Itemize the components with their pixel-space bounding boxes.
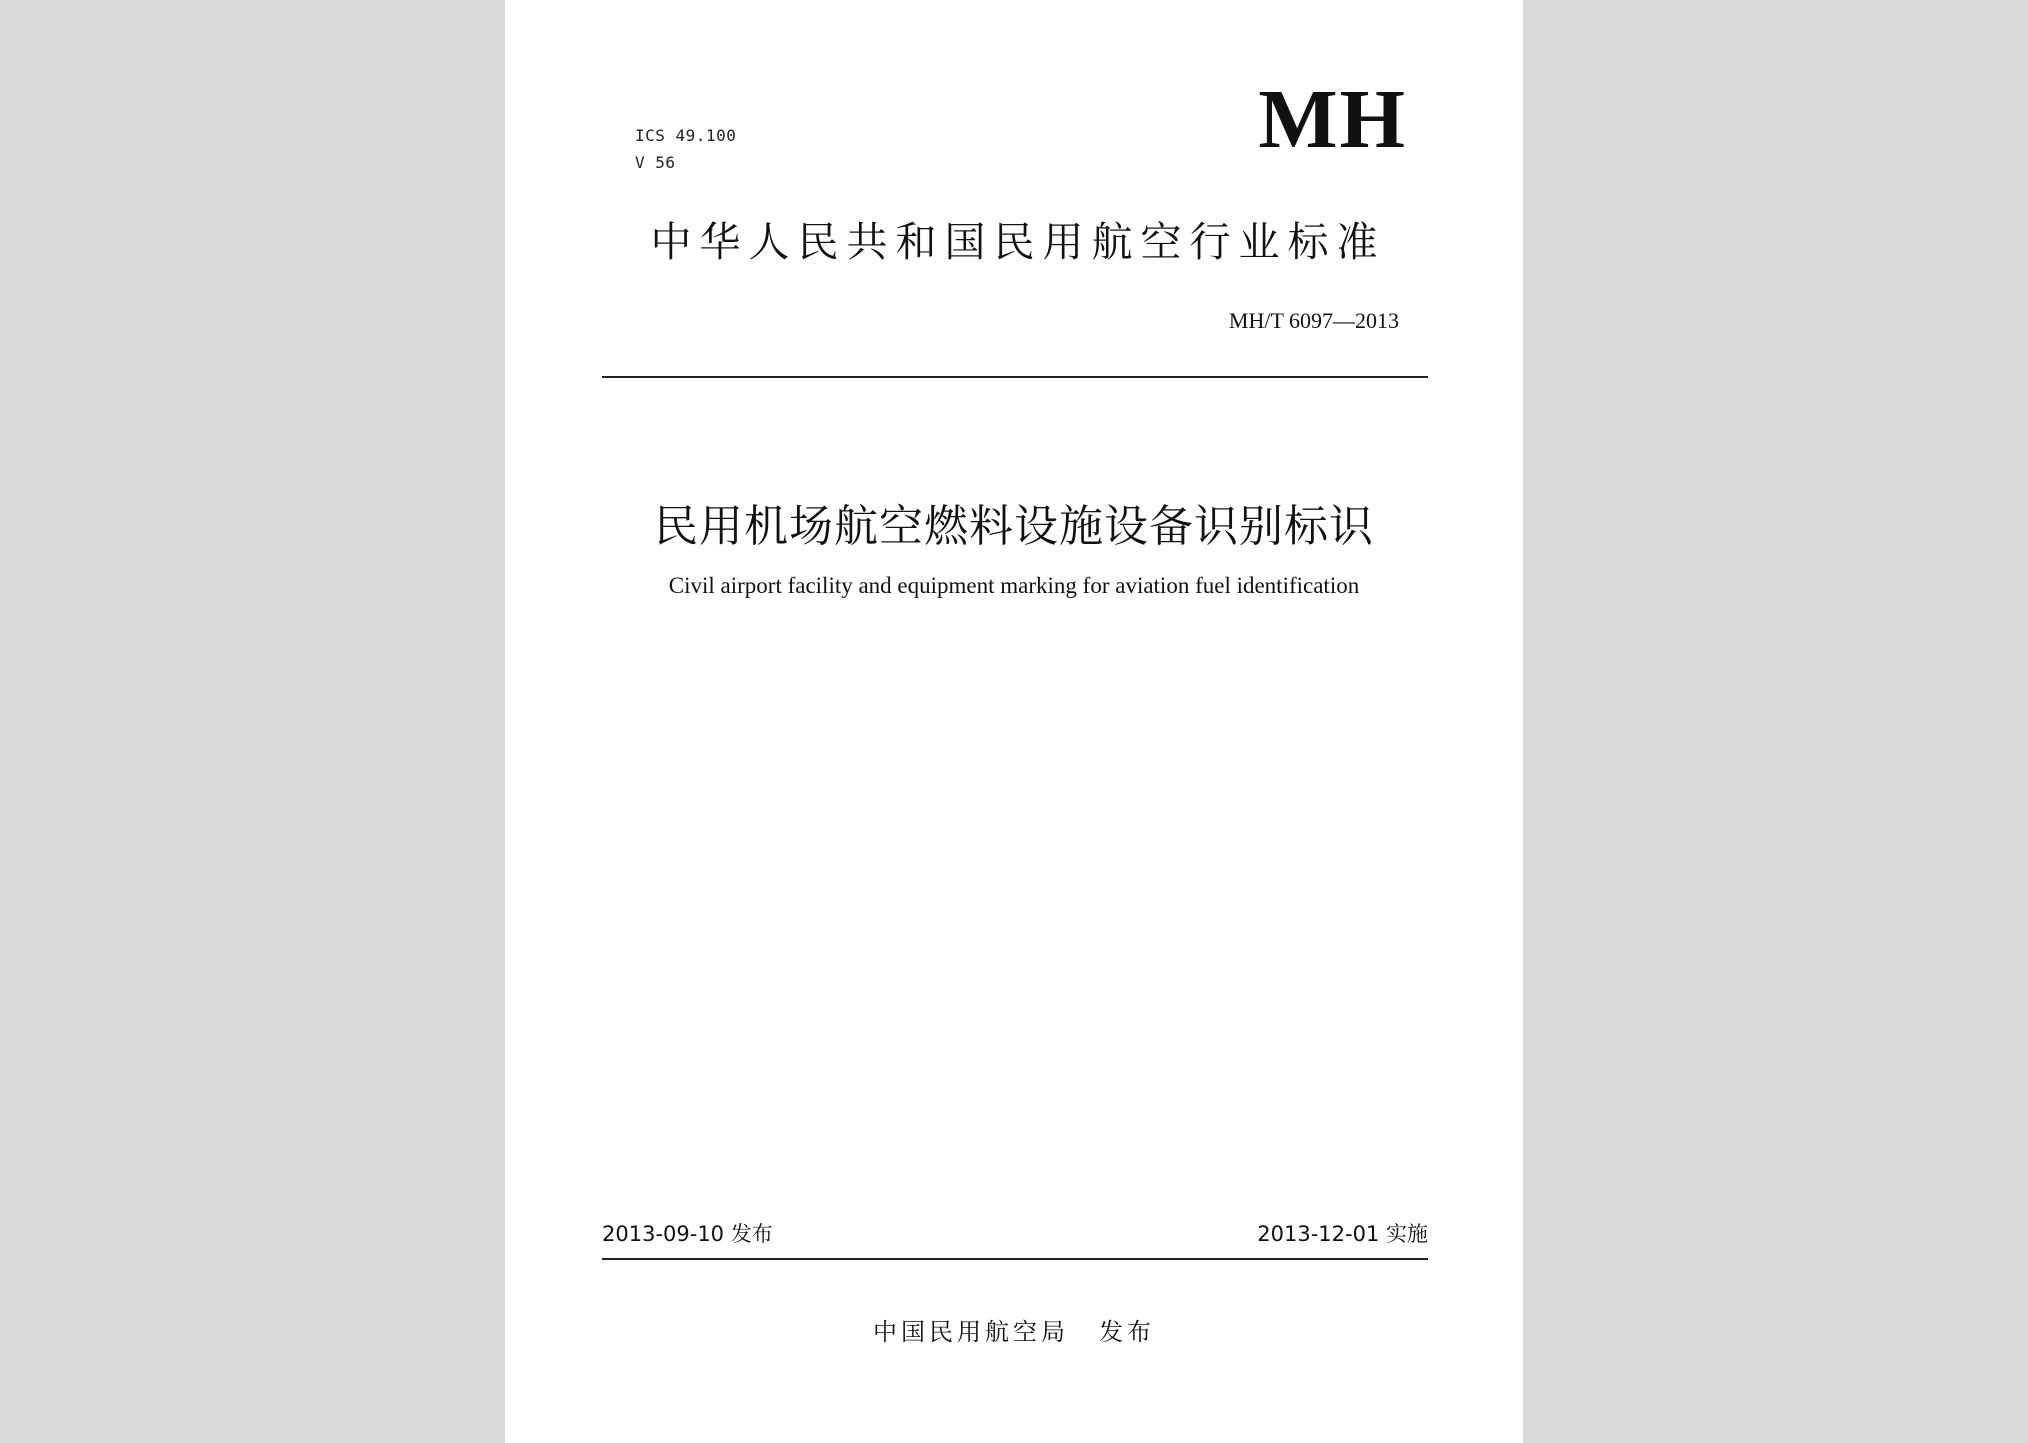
document-title-chinese: 民用机场航空燃料设施设备识别标识 <box>654 501 1374 552</box>
issuer-line <box>505 1312 1523 1347</box>
standard-number: MH/T 6097—2013 <box>1228 308 1399 333</box>
standard-category-title: 中华人民共和国民用航空行业标准 <box>650 218 1386 266</box>
document-page <box>505 0 1523 1443</box>
document-title-english: Civil airport facility and equipment marking for aviation fuel identification <box>668 573 1360 598</box>
top-divider <box>602 376 1428 378</box>
bottom-divider <box>602 1258 1428 1260</box>
issue-date: 2013-09-10 发布 <box>602 1222 773 1246</box>
ics-code: ICS 49.100 <box>635 126 737 145</box>
clc-code: V 56 <box>635 153 676 172</box>
mh-logo: MH <box>1258 73 1407 166</box>
implementation-date: 2013-12-01 实施 <box>1257 1222 1428 1246</box>
issuer-name: 中国民用航空局 <box>873 1318 1069 1346</box>
issuer-action: 发布 <box>1099 1318 1155 1346</box>
